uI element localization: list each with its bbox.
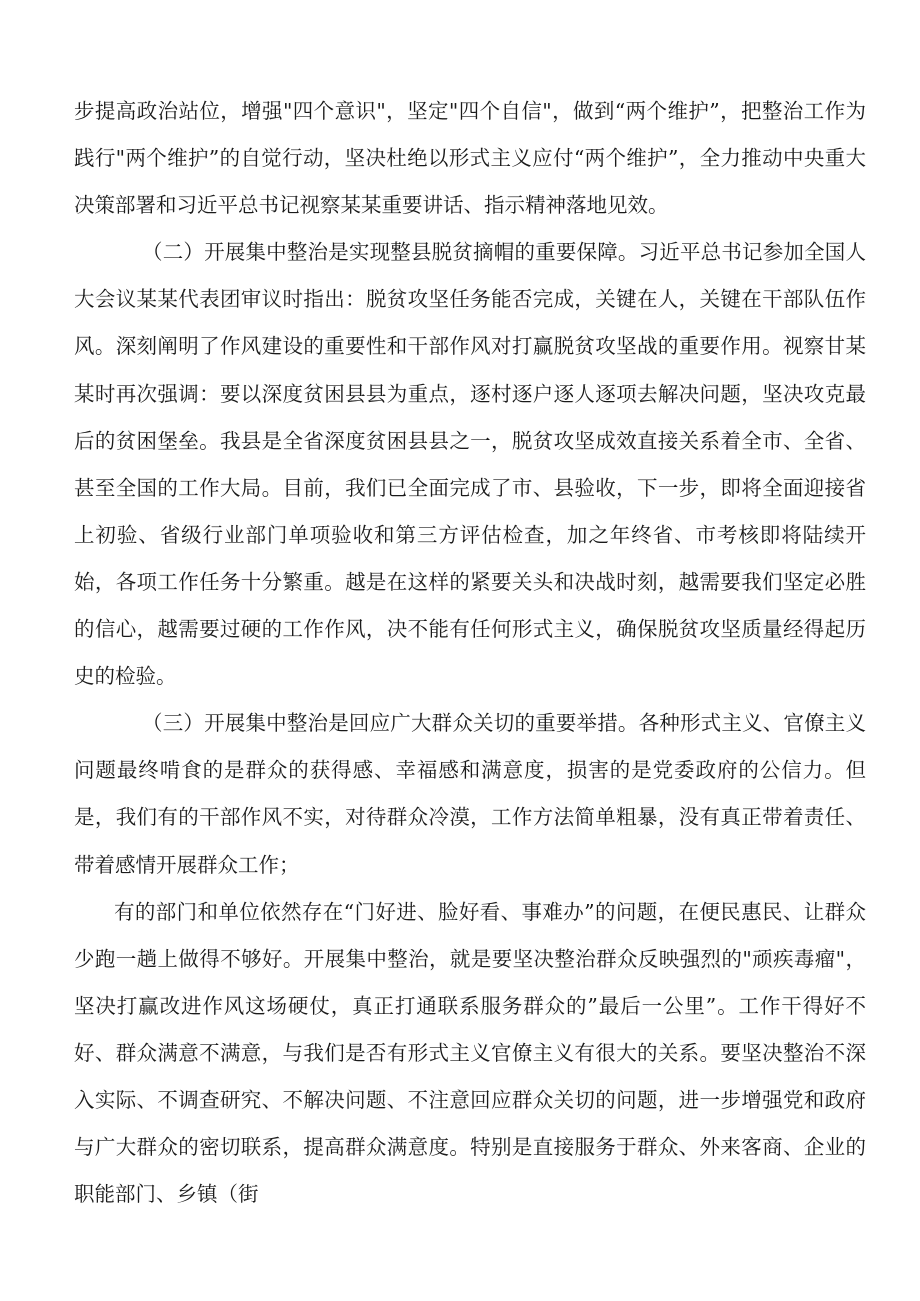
paragraph-continuation: 步提高政治站位，增强"四个意识"，坚定"四个自信"，做到“两个维护”，把整治工作为践行"两个维护”的自觉行动，坚决杜绝以形式主义应付“两个维护”，全力推动中央重大决策部署和习近平总书记视察某某重要讲话、指示精神落地见效。 (74, 99, 866, 218)
document-body (74, 88, 866, 1218)
paragraph-section-two: （二）开展集中整治是实现整县脱贫摘帽的重要保障。习近平总书记参加全国人大会议某某代表团审议时指出：脱贫攻坚任务能否完成，关键在人，关键在干部队伍作风。深刻阐明了作风建设的重要性和干部作风对打赢脱贫攻坚战的重要作用。视察甘某某时再次强调：要以深度贫困县县为重点，逐村逐户逐人逐项去解决问题，坚决攻克最后的贫困堡垒。我县是全省深度贫困县县之一，脱贫攻坚成效直接关系着全市、全省、甚至全国的工作大局。目前，我们已全面完成了市、县验收，下一步，即将全面迎接省上初验、省级行业部门单项验收和第三方评估检查，加之年终省、市考核即将陆续开始，各项工作任务十分繁重。越是在这样的紧要关头和决战时刻，越需要我们坚定必胜的信心，越需要过硬的工作作风，决不能有任何形式主义，确保脱贫攻坚质量经得起历史的检验。 (74, 240, 866, 689)
paragraph-section-three: （三）开展集中整治是回应广大群众关切的重要举措。各种形式主义、官僚主义问题最终啃食的是群众的获得感、幸福感和满意度，损害的是党委政府的公信力。但是，我们有的干部作风不实，对待群众冷漠，工作方法简单粗暴，没有真正带着责任、带着感情开展群众工作； (74, 711, 866, 877)
paragraph-departments: 有的部门和单位依然存在“门好进、脸好看、事难办”的问题，在便民惠民、让群众少跑一趟上做得不够好。开展集中整治，就是要坚决整治群众反映强烈的"顽疾毒瘤"，坚决打赢改进作风这场硬仗，真正打通联系服务群众的”最后一公里”。工作干得好不好、群众满意不满意，与我们是否有形式主义官僚主义有很大的关系。要坚决整治不深入实际、不调查研究、不解决问题、不注意回应群众关切的问题，进一步增强党和政府与广大群众的密切联系，提高群众满意度。特别是直接服务于群众、外来客商、企业的职能部门、乡镇（街 (74, 899, 866, 1207)
